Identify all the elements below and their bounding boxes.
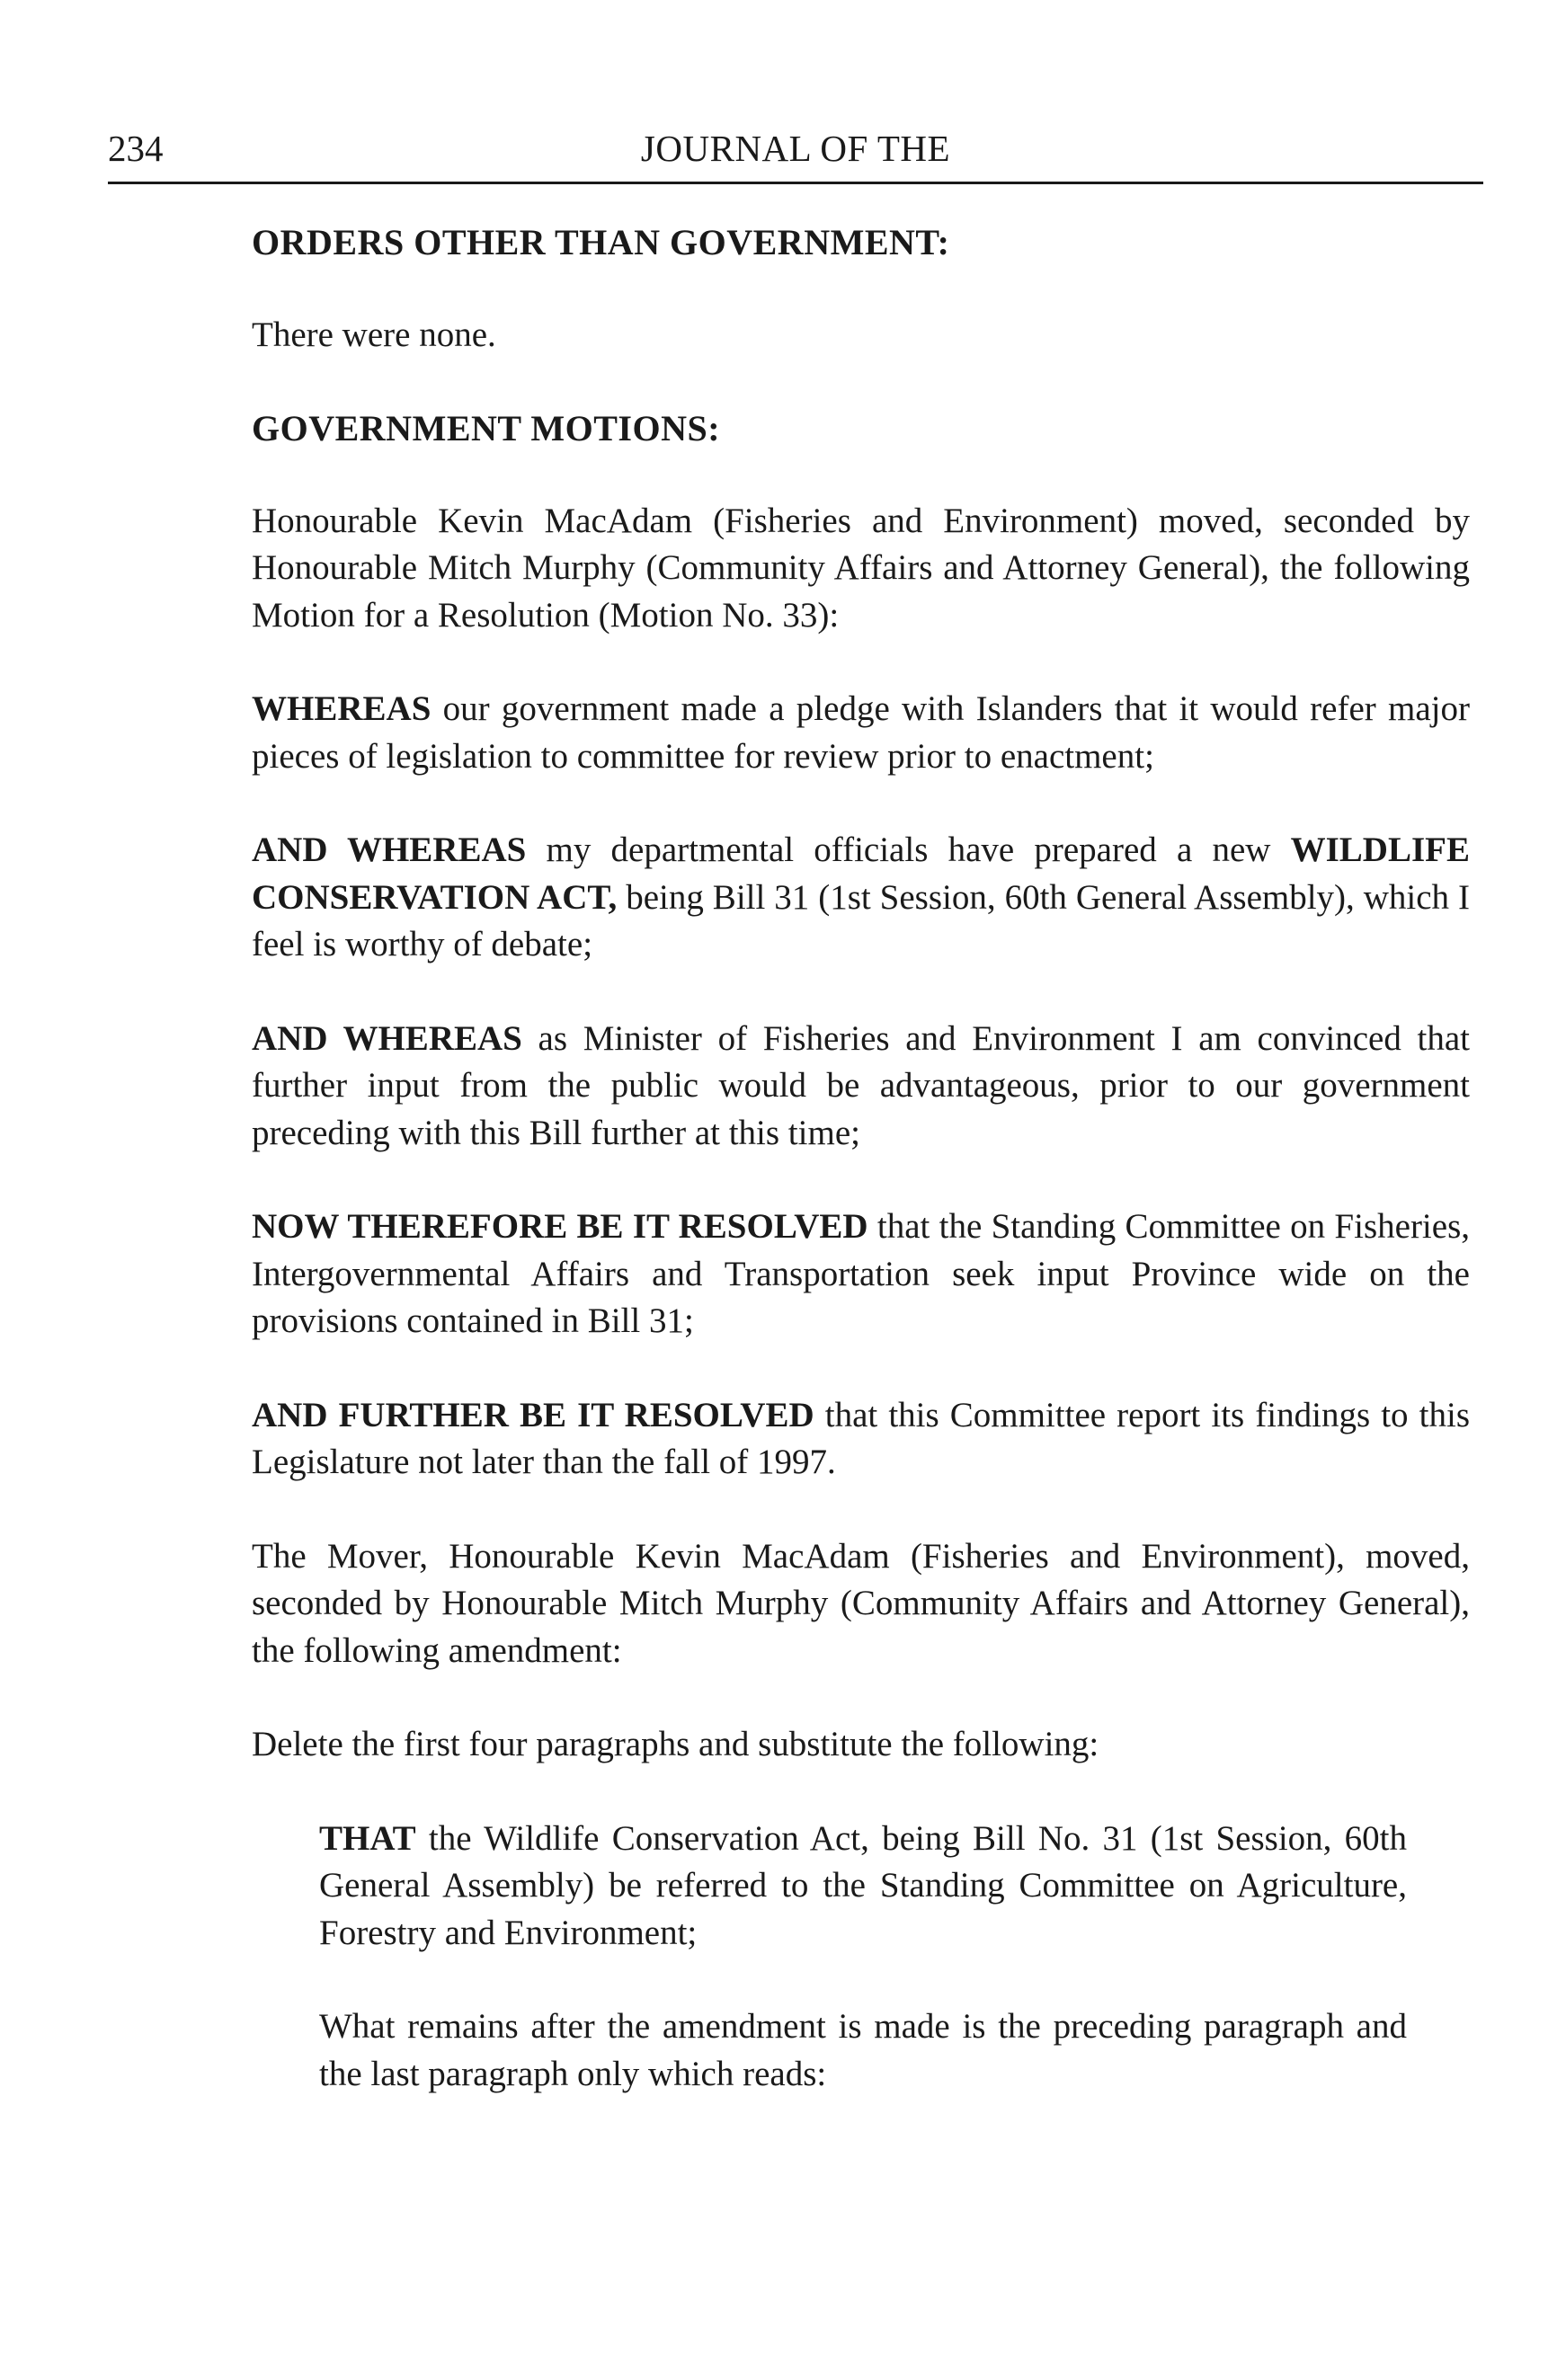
amendment-instruction: Delete the first four paragraphs and substitute the following: xyxy=(252,1725,1099,1763)
motion-intro: Honourable Kevin MacAdam (Fisheries and Environment) moved, seconded by Honourable Mitch Murphy (Community Affairs and Attorney General), the following Motion for a Resolution (Motion No. 33): xyxy=(252,501,1470,635)
amendment-remainder-paragraph: What remains after the amendment is made is the preceding paragraph and the last paragraph only which reads: xyxy=(319,2007,1407,2093)
act-title: WILDLIFE CONSERVATION ACT, xyxy=(252,830,1470,917)
whereas-paragraph-2 xyxy=(252,827,1470,969)
whereas-paragraph-3 xyxy=(252,1016,1470,1158)
paragraph-lead: AND WHEREAS xyxy=(252,1018,522,1058)
whereas-paragraph-1 xyxy=(252,686,1470,780)
motions-heading: GOVERNMENT MOTIONS: xyxy=(252,407,721,448)
paragraph-lead: WHEREAS xyxy=(252,689,432,728)
paragraph-lead: AND WHEREAS xyxy=(252,830,527,869)
paragraph-text: that the Standing Committee on Fisheries, Intergovernmental Affairs and Transportation seek input Province wide on the provisions contained in Bill 31; xyxy=(252,1207,1471,1340)
paragraph-text: being Bill 31 (1st Session, 60th General Assembly), which I feel is worthy of debate; xyxy=(252,877,1470,964)
paragraph-lead: AND FURTHER BE IT RESOLVED xyxy=(252,1395,814,1434)
amendment-that-paragraph xyxy=(319,1816,1407,1958)
resolved-paragraph-2 xyxy=(252,1392,1470,1487)
paragraph-lead: NOW THEREFORE BE IT RESOLVED xyxy=(252,1207,868,1246)
resolved-paragraph-1 xyxy=(252,1203,1470,1345)
page-header xyxy=(108,126,1483,184)
paragraph-text: the Wildlife Conservation Act, being Bill No. 31 (1st Session, 60th General Assembly) be referred to the Standing Committee on Agriculture, Forestry and Environment; xyxy=(319,1818,1407,1952)
paragraph-text: my departmental officials have prepared a new xyxy=(526,830,1291,869)
paragraph-text: as Minister of Fisheries and Environment I am convinced that further input from the public would be advantageous, prior to our government preceding with this Bill further at this time; xyxy=(252,1018,1470,1152)
paragraph-lead: THAT xyxy=(319,1818,416,1858)
paragraph-text: that this Committee report its findings to this Legislature not later than the fall of 1997. xyxy=(252,1395,1470,1481)
paragraph-text: our government made a pledge with Islanders that it would refer major pieces of legislation to committee for review prior to enactment; xyxy=(252,689,1470,776)
orders-heading: ORDERS OTHER THAN GOVERNMENT: xyxy=(252,222,950,262)
amendment-intro: The Mover, Honourable Kevin MacAdam (Fisheries and Environment), moved, seconded by Honourable Mitch Murphy (Community Affairs and Attorney General), the following amendment: xyxy=(252,1536,1470,1670)
running-head: JOURNAL OF THE xyxy=(640,128,951,169)
orders-text: There were none. xyxy=(252,315,496,354)
page-body xyxy=(252,220,1470,2098)
page-number: 234 xyxy=(108,128,164,169)
